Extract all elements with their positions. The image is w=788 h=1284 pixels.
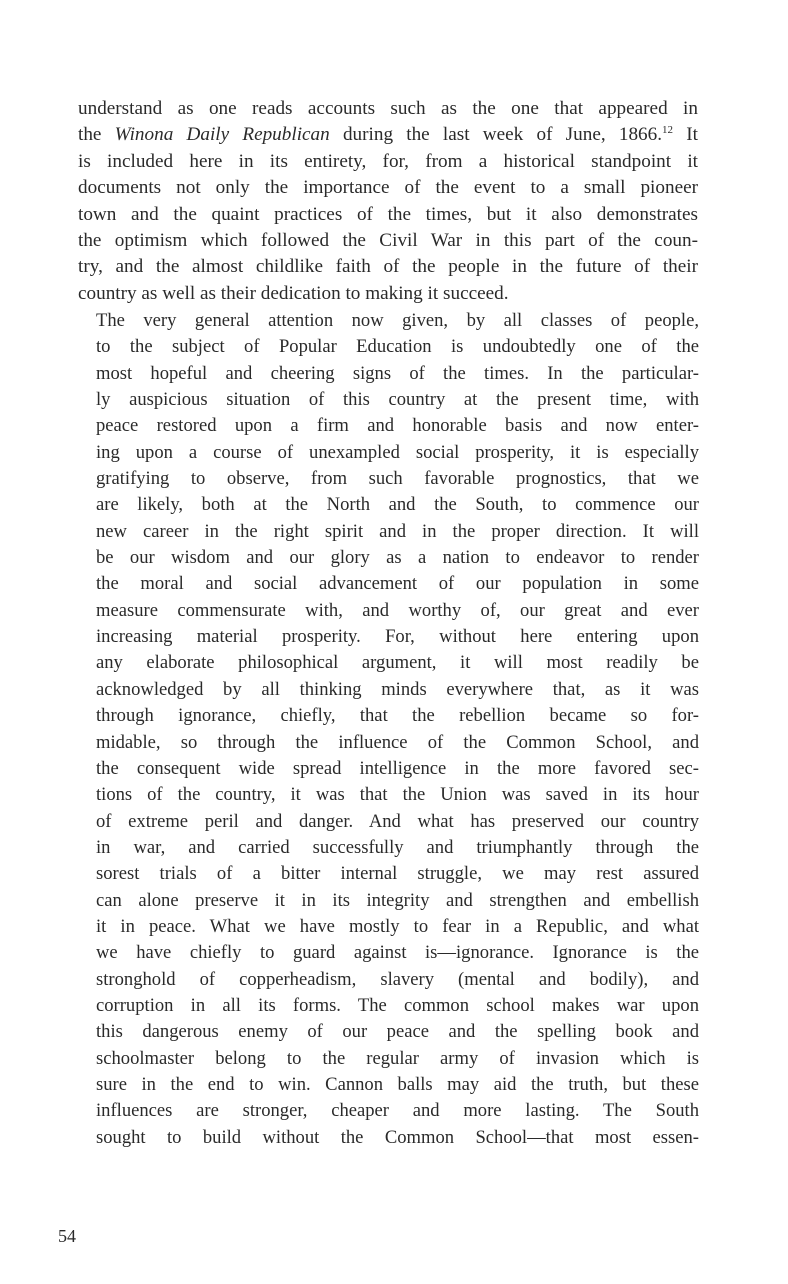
block-quote xyxy=(96,308,699,1151)
intro-line-tail: It xyxy=(673,124,698,146)
intro-line: country as well as their dedication to making it succeed. xyxy=(78,282,509,304)
quote-line: it in peace. What we have mostly to fear in a Republic, and what xyxy=(96,915,699,937)
intro-line-date: during the last week of June, 1866. xyxy=(329,124,663,146)
quote-line: sorest trials of a bitter internal struggle, we may rest assured xyxy=(96,863,699,885)
quote-line: schoolmaster belong to the regular army of invasion which is xyxy=(96,1047,699,1069)
intro-line: town and the quaint practices of the times, but it also demonstrates xyxy=(78,203,698,225)
quote-line: stronghold of copperheadism, slavery (mental and bodily), and xyxy=(96,968,699,990)
page-number: 54 xyxy=(58,1226,76,1246)
newspaper-title: Winona Daily Republican xyxy=(114,124,330,146)
quote-line: this dangerous enemy of our peace and the spelling book and xyxy=(96,1021,699,1043)
quote-line: of extreme peril and danger. And what has preserved our country xyxy=(96,810,699,832)
quote-line: sure in the end to win. Cannon balls may aid the truth, but these xyxy=(96,1073,699,1095)
intro-line: try, and the almost childlike faith of the people in the future of their xyxy=(78,256,698,278)
intro-line-prefix: the xyxy=(78,124,115,146)
quote-line: can alone preserve it in its integrity and strengthen and embellish xyxy=(96,889,699,911)
quote-line: we have chiefly to guard against is—ignorance. Ignorance is the xyxy=(96,942,699,964)
quote-line: increasing material prosperity. For, without here entering upon xyxy=(96,626,699,648)
quote-line: any elaborate philosophical argument, it will most readily be xyxy=(96,652,699,674)
quote-line: measure commensurate with, and worthy of, our great and ever xyxy=(96,599,699,621)
quote-line: in war, and carried successfully and triumphantly through the xyxy=(96,836,699,858)
intro-paragraph xyxy=(78,96,698,307)
quote-line: ing upon a course of unexampled social prosperity, it is especially xyxy=(96,441,699,463)
quote-line: peace restored upon a firm and honorable basis and now enter- xyxy=(96,415,699,437)
quote-line: ly auspicious situation of this country at the present time, with xyxy=(96,389,699,411)
intro-line: the optimism which followed the Civil War in this part of the coun- xyxy=(78,230,698,252)
footnote-reference[interactable]: 12 xyxy=(662,124,674,137)
quote-line: are likely, both at the North and the South, to commence our xyxy=(96,494,699,516)
quote-line: midable, so through the influence of the Common School, and xyxy=(96,731,699,753)
quote-line: through ignorance, chiefly, that the rebellion became so for- xyxy=(96,705,699,727)
quote-line: tions of the country, it was that the Union was saved in its hour xyxy=(96,784,699,806)
quote-line: the consequent wide spread intelligence in the more favored sec- xyxy=(96,757,699,779)
quote-line: most hopeful and cheering signs of the times. In the particular- xyxy=(96,362,699,384)
quote-line: the moral and social advancement of our population in some xyxy=(96,573,699,595)
quote-line: The very general attention now given, by all classes of people, xyxy=(96,310,699,331)
quote-line: be our wisdom and our glory as a nation to endeavor to render xyxy=(96,547,699,569)
quote-line: corruption in all its forms. The common school makes war upon xyxy=(96,994,699,1016)
quote-line: new career in the right spirit and in the proper direction. It will xyxy=(96,520,699,542)
intro-line: understand as one reads accounts such as the one that appeared in xyxy=(78,98,698,119)
quote-line: sought to build without the Common School—that most essen- xyxy=(96,1126,699,1148)
intro-line-with-citation xyxy=(78,122,698,148)
quote-line: to the subject of Popular Education is undoubtedly one of the xyxy=(96,336,699,358)
intro-line: documents not only the importance of the event to a small pioneer xyxy=(78,177,698,199)
quote-line: influences are stronger, cheaper and more lasting. The South xyxy=(96,1100,699,1122)
intro-line: is included here in its entirety, for, from a historical standpoint it xyxy=(78,150,698,172)
quote-line: gratifying to observe, from such favorable prognostics, that we xyxy=(96,468,699,490)
quote-line: acknowledged by all thinking minds everywhere that, as it was xyxy=(96,678,699,700)
